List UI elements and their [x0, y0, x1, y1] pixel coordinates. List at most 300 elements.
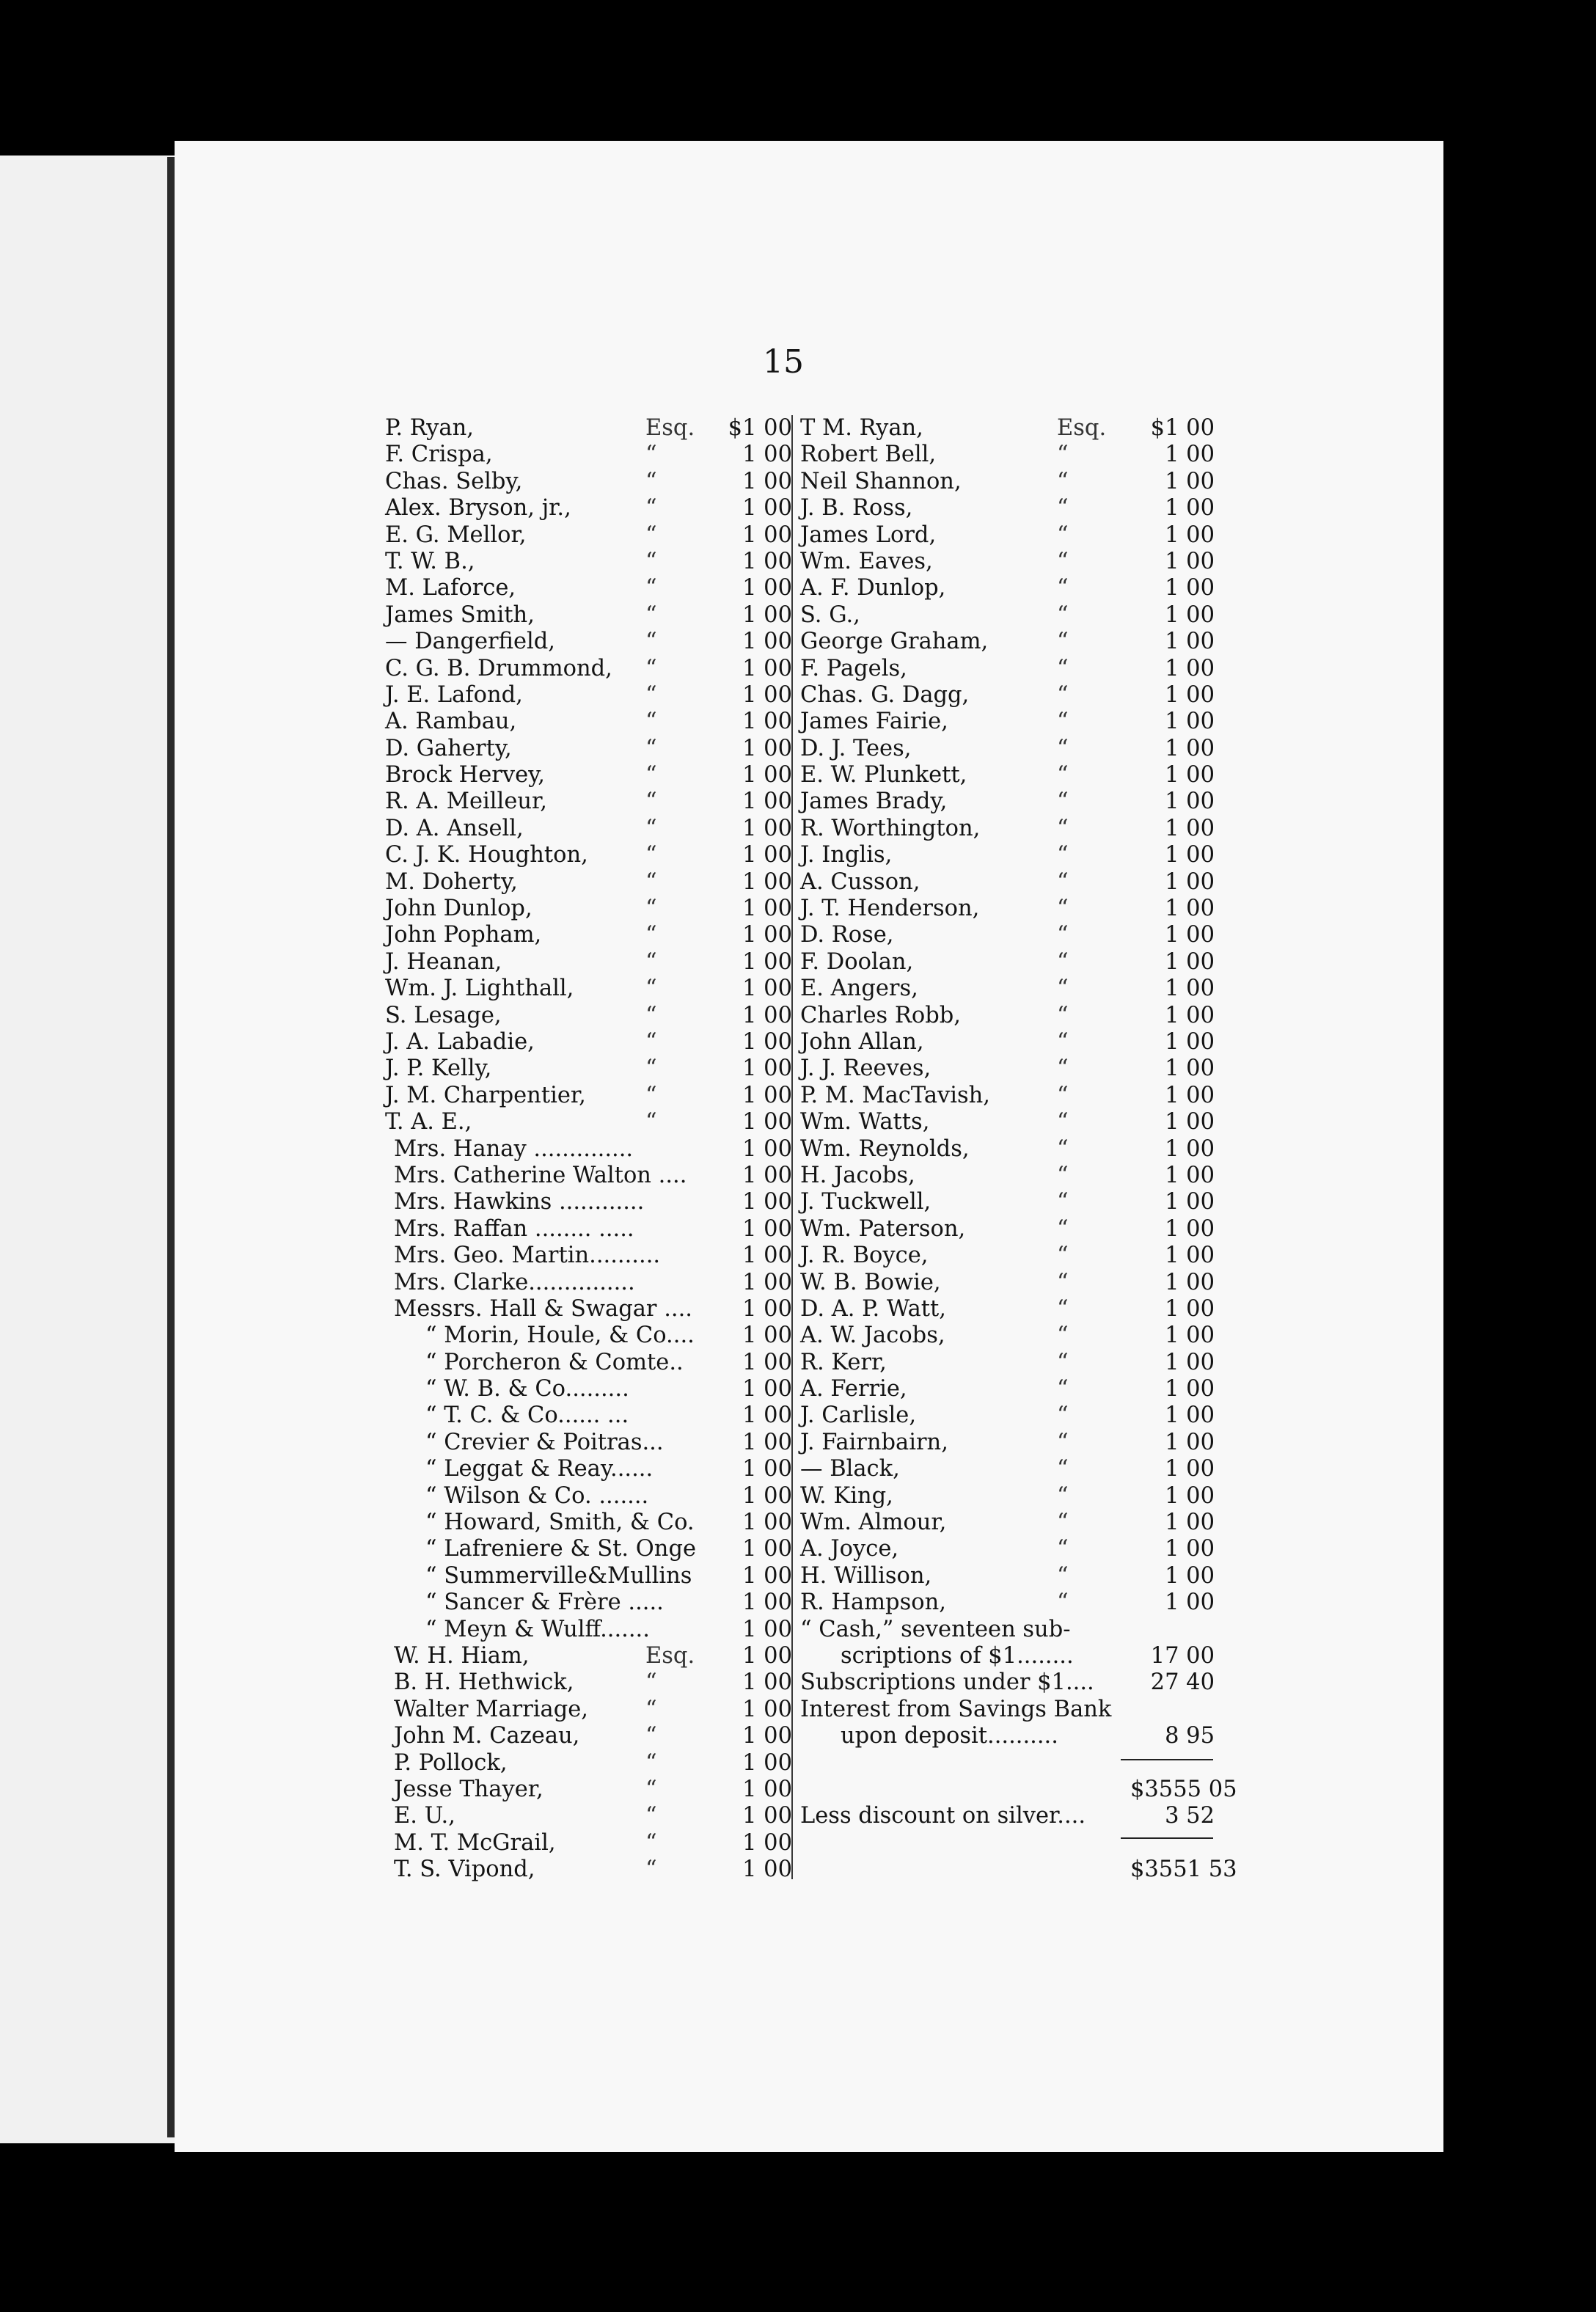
subscriber-title: “ [645, 709, 657, 735]
subscriber-name: A. Ferrie, [800, 1376, 907, 1402]
subscription-amount: 1 00 [742, 922, 792, 948]
subscription-amount: 1 00 [742, 976, 792, 1002]
subscriber-title: “ [1057, 1056, 1069, 1082]
list-item [385, 1510, 799, 1536]
subscriber-name: T. A. E., [385, 1109, 472, 1135]
list-item [800, 789, 1215, 815]
list-item [800, 1083, 1215, 1109]
subscription-amount: 1 00 [742, 709, 792, 735]
subscriber-name: “ Leggat & Reay...... [425, 1456, 654, 1482]
subscription-amount: 1 00 [742, 1803, 792, 1829]
list-item [385, 1402, 799, 1429]
subscriber-name: “ Wilson & Co. ....... [425, 1482, 649, 1509]
subscriber-name: Wm. J. Lighthall, [385, 976, 574, 1002]
subscriber-name: E. W. Plunkett, [800, 762, 967, 789]
subscription-amount: 1 00 [1165, 1135, 1215, 1162]
subscriber-name: P. Ryan, [385, 415, 474, 441]
list-item [385, 1056, 799, 1082]
subscriber-name: “ Meyn & Wulff....... [425, 1616, 650, 1642]
list-item [800, 549, 1215, 575]
subscriber-name: Wm. Watts, [800, 1109, 930, 1135]
list-item [800, 1243, 1215, 1269]
subscription-amount: 3 52 [1165, 1803, 1215, 1829]
subscriber-title: “ [1057, 1082, 1069, 1108]
list-item [385, 682, 799, 709]
subscriber-name: “ Howard, Smith, & Co. [425, 1510, 695, 1536]
list-item [800, 682, 1215, 709]
list-item [800, 949, 1215, 976]
list-item [385, 415, 799, 442]
subscriber-name: R. A. Meilleur, [385, 789, 547, 815]
subscriber-name: “ Cash,” seventeen sub- [800, 1616, 1071, 1642]
subscriber-title: “ [1057, 868, 1069, 895]
subscriber-name: H. Jacobs, [800, 1162, 915, 1188]
list-item [800, 1643, 1215, 1669]
subscriber-title: “ [645, 948, 657, 975]
subscriber-name: J. Carlisle, [800, 1402, 917, 1429]
subscription-amount: 1 00 [742, 868, 792, 895]
subscription-amount: 1 00 [1165, 709, 1215, 735]
subscription-amount: 1 00 [742, 655, 792, 681]
subscriber-title: “ [1057, 1590, 1069, 1616]
subscriber-title: “ [645, 522, 657, 548]
subscriber-name: M. Laforce, [385, 575, 516, 601]
subscription-amount: 1 00 [1165, 1510, 1215, 1536]
subscription-amount: 1 00 [742, 896, 792, 922]
page-gutter [167, 157, 175, 2137]
subscriber-name: D. Gaherty, [385, 735, 512, 761]
list-item [385, 442, 799, 468]
list-item [800, 1189, 1215, 1215]
list-item [385, 1563, 799, 1590]
subscriber-title: “ [1057, 1243, 1069, 1269]
list-item [385, 1109, 799, 1135]
subscription-amount: 1 00 [1165, 1189, 1215, 1215]
list-item [800, 1163, 1215, 1189]
subscriber-name: James Smith, [385, 601, 535, 628]
subscriber-name: R. Worthington, [800, 815, 981, 841]
subscriber-title: “ [1057, 1295, 1069, 1322]
list-item [800, 1296, 1215, 1323]
list-item [385, 842, 799, 868]
subscriber-title: “ [1057, 1402, 1069, 1429]
subscriber-title: “ [645, 1109, 657, 1135]
subscription-amount: 1 00 [1165, 1349, 1215, 1375]
subscription-amount: 1 00 [742, 1723, 792, 1749]
list-item [800, 762, 1215, 789]
subscriber-name: Less discount on silver.... [800, 1803, 1086, 1829]
subscription-amount: 1 00 [742, 1162, 792, 1188]
subscription-amount: 1 00 [742, 1856, 792, 1883]
subscriber-title: “ [1057, 922, 1069, 948]
subscriber-title: “ [1057, 1536, 1069, 1562]
subscriber-name: T. W. B., [385, 548, 475, 574]
list-item [385, 1723, 799, 1749]
list-item [800, 495, 1215, 522]
list-item [385, 1856, 799, 1883]
subscription-amount: 1 00 [742, 1829, 792, 1856]
subscriber-name: R. Kerr, [800, 1349, 887, 1375]
subscription-amount: 1 00 [1165, 1590, 1215, 1616]
subscriber-name: T. S. Vipond, [394, 1856, 535, 1883]
list-item [800, 816, 1215, 842]
subscription-amount: 1 00 [742, 601, 792, 628]
subscriber-name: T M. Ryan, [800, 415, 923, 441]
subscription-amount: 1 00 [742, 1376, 792, 1402]
subscription-amount: 1 00 [742, 1642, 792, 1669]
list-item [385, 896, 799, 922]
list-item [385, 1456, 799, 1482]
subscription-amount: $3555 05 [1130, 1776, 1237, 1802]
subscription-amount: 1 00 [1165, 842, 1215, 868]
subscription-amount: 1 00 [1165, 1376, 1215, 1402]
subscriber-title: “ [1057, 1215, 1069, 1242]
subscription-amount: 1 00 [1165, 629, 1215, 655]
subscriber-name: James Fairie, [800, 709, 948, 735]
subscriber-list-right [800, 415, 1237, 1883]
subscriber-title: “ [645, 896, 657, 922]
subscriber-title: “ [1057, 1562, 1069, 1589]
list-item [385, 1243, 799, 1269]
subscriber-name: Walter Marriage, [394, 1696, 588, 1722]
list-item [385, 1270, 799, 1296]
subscriber-title: “ [1057, 1376, 1069, 1402]
subscriber-name: Messrs. Hall & Swagar .... [394, 1295, 692, 1322]
subscription-amount: 1 00 [742, 468, 792, 494]
subscriber-name: D. Rose, [800, 922, 894, 948]
subscription-amount: 27 40 [1150, 1669, 1215, 1696]
list-item [800, 1376, 1215, 1402]
list-item [800, 1750, 1215, 1777]
list-item [385, 1350, 799, 1376]
subscription-amount: 1 00 [1165, 1456, 1215, 1482]
subscriber-name: “ W. B. & Co......... [425, 1376, 629, 1402]
subscriber-title: “ [1057, 735, 1069, 761]
list-item [800, 1669, 1215, 1696]
subscription-amount: 8 95 [1165, 1723, 1215, 1749]
subscription-amount: 1 00 [1165, 762, 1215, 789]
subscription-amount: 1 00 [742, 789, 792, 815]
subscription-amount: 1 00 [1165, 735, 1215, 761]
list-item [800, 1323, 1215, 1349]
subscriber-name: “ Lafreniere & St. Onge [425, 1536, 697, 1562]
subscriber-name: Neil Shannon, [800, 468, 962, 494]
list-item [385, 1216, 799, 1243]
subscriber-name: J. Tuckwell, [800, 1189, 931, 1215]
list-item [800, 1430, 1215, 1456]
subscription-amount: 1 00 [1165, 1323, 1215, 1349]
subscriber-title: “ [1057, 842, 1069, 868]
subscriber-name: Wm. Reynolds, [800, 1135, 970, 1162]
subscriber-title: “ [645, 976, 657, 1002]
subscription-amount: 1 00 [742, 1616, 792, 1642]
subscriber-title: “ [645, 1829, 657, 1856]
list-item [800, 1456, 1215, 1482]
list-item [385, 762, 799, 789]
subscriber-title: “ [1057, 1109, 1069, 1135]
list-item [800, 1029, 1215, 1056]
list-item [385, 869, 799, 896]
subscriber-title: “ [1057, 522, 1069, 548]
subscriber-title: “ [1057, 896, 1069, 922]
list-item [385, 1376, 799, 1402]
subscription-amount: 1 00 [742, 548, 792, 574]
subscription-amount: 1 00 [1165, 922, 1215, 948]
subscriber-name: W. B. Bowie, [800, 1269, 941, 1295]
list-item [800, 736, 1215, 762]
list-item [385, 709, 799, 735]
subscription-amount: 1 00 [1165, 1109, 1215, 1135]
subscription-amount: $1 00 [1150, 415, 1215, 441]
list-item [800, 1723, 1215, 1749]
subscriber-title: “ [1057, 948, 1069, 975]
list-item [385, 1136, 799, 1163]
list-item [385, 976, 799, 1002]
subscriber-name: J. Heanan, [385, 948, 502, 975]
subscriber-name: — Black, [800, 1456, 900, 1482]
subscription-amount: 1 00 [742, 1510, 792, 1536]
subscription-amount: 1 00 [742, 735, 792, 761]
list-item [385, 1003, 799, 1029]
list-item [385, 602, 799, 629]
list-item [800, 1776, 1237, 1803]
subscriber-name: Mrs. Clarke............... [394, 1269, 635, 1295]
subscription-amount: 1 00 [1165, 1002, 1215, 1028]
subscription-amount: 1 00 [742, 1429, 792, 1455]
subscription-amount: $3551 53 [1130, 1856, 1237, 1883]
list-item [385, 1430, 799, 1456]
subscriber-name: John M. Cazeau, [394, 1723, 580, 1749]
subscriber-title: “ [1057, 789, 1069, 815]
subscription-amount: 1 00 [1165, 1243, 1215, 1269]
list-item [800, 442, 1215, 468]
subscriber-name: Mrs. Geo. Martin.......... [394, 1243, 661, 1269]
subscription-amount: 1 00 [742, 1669, 792, 1696]
subscriber-title: “ [645, 655, 657, 681]
list-item [385, 549, 799, 575]
subscription-amount: 1 00 [1165, 1482, 1215, 1509]
list-item [800, 1510, 1215, 1536]
subscriber-name: Mrs. Catherine Walton .... [394, 1162, 687, 1188]
subscriber-title: “ [1057, 709, 1069, 735]
subscriber-name: James Brady, [800, 789, 948, 815]
facing-page [0, 156, 189, 2143]
list-item [800, 656, 1215, 682]
subscriber-title: “ [1057, 1135, 1069, 1162]
subscriber-name: J. T. Henderson, [800, 896, 980, 922]
subscription-amount: 1 00 [1165, 815, 1215, 841]
subscriber-title: “ [645, 815, 657, 841]
subscription-amount: 1 00 [1165, 468, 1215, 494]
subscriber-name: C. J. K. Houghton, [385, 842, 588, 868]
subscriber-name: M. T. McGrail, [394, 1829, 556, 1856]
subscriber-name: Wm. Almour, [800, 1510, 947, 1536]
subscription-amount: 1 00 [1165, 1028, 1215, 1055]
list-item [800, 1350, 1215, 1376]
subscriber-name: “ Crevier & Poitras... [425, 1429, 664, 1455]
subscription-amount: 1 00 [1165, 1295, 1215, 1322]
subscriber-name: James Lord, [800, 522, 937, 548]
subscriber-name: D. J. Tees, [800, 735, 912, 761]
subscription-amount: 1 00 [742, 1109, 792, 1135]
subscriber-title: “ [1057, 575, 1069, 601]
subscriber-name: upon deposit.......... [841, 1723, 1058, 1749]
list-item [385, 1643, 799, 1669]
subscription-amount: 1 00 [742, 1269, 792, 1295]
subscriber-name: — Dangerfield, [385, 629, 555, 655]
subscriber-title: “ [1057, 655, 1069, 681]
subscription-amount: 1 00 [1165, 1162, 1215, 1188]
list-item [385, 1830, 799, 1856]
subscription-amount: 1 00 [1165, 681, 1215, 708]
subscriber-name: scriptions of $1........ [841, 1642, 1074, 1669]
list-item [800, 1563, 1215, 1590]
subscriber-name: J. P. Kelly, [385, 1056, 492, 1082]
subscriber-title: “ [1057, 1510, 1069, 1536]
list-item [800, 1216, 1215, 1243]
list-item [385, 1189, 799, 1215]
list-item [385, 656, 799, 682]
subscription-amount: 1 00 [742, 1402, 792, 1429]
list-item [385, 629, 799, 655]
subscriber-name: F. Crispa, [385, 442, 493, 468]
list-item [385, 922, 799, 948]
subscriber-name: Alex. Bryson, jr., [385, 495, 571, 522]
subscriber-title: “ [1057, 681, 1069, 708]
subscriber-name: Mrs. Hawkins ............ [394, 1189, 645, 1215]
subscriber-name: A. W. Jacobs, [800, 1323, 945, 1349]
subscriber-title: “ [645, 575, 657, 601]
subscriber-title: “ [1057, 1162, 1069, 1188]
subscription-amount: 1 00 [1165, 1215, 1215, 1242]
subscription-amount: 1 00 [742, 1323, 792, 1349]
subscriber-name: P. M. MacTavish, [800, 1082, 990, 1108]
list-item [800, 629, 1215, 655]
subscriber-name: J. J. Reeves, [800, 1056, 931, 1082]
subscriber-name: W. King, [800, 1482, 893, 1509]
subscriber-name: Mrs. Raffan ........ ..... [394, 1215, 634, 1242]
subscription-amount: 1 00 [1165, 1429, 1215, 1455]
subscriber-title: “ [1057, 976, 1069, 1002]
subscription-amount: 1 00 [742, 1776, 792, 1802]
subscriber-name: E. U., [394, 1803, 455, 1829]
subscriber-name: J. R. Boyce, [800, 1243, 929, 1269]
subscriber-title: “ [645, 1002, 657, 1028]
subscriber-title: Esq. [645, 1642, 695, 1669]
list-item [385, 789, 799, 815]
subscription-amount: 1 00 [742, 842, 792, 868]
subscriber-title: “ [645, 1056, 657, 1082]
subscription-amount: 1 00 [1165, 442, 1215, 468]
subscriber-name: E. G. Mellor, [385, 522, 527, 548]
subscriber-name: Subscriptions under $1.... [800, 1669, 1094, 1696]
subscriber-name: J. B. Ross, [800, 495, 913, 522]
subscriber-name: P. Pollock, [394, 1749, 508, 1776]
list-item [800, 976, 1215, 1002]
subscriber-name: D. A. Ansell, [385, 815, 524, 841]
list-item [800, 469, 1215, 495]
list-item [800, 1483, 1215, 1510]
subscriber-name: H. Willison, [800, 1562, 932, 1589]
subscriber-name: Chas. G. Dagg, [800, 681, 970, 708]
list-item [385, 575, 799, 601]
subscription-amount: 1 00 [1165, 495, 1215, 522]
list-item [385, 1590, 799, 1616]
subscriber-name: “ T. C. & Co...... ... [425, 1402, 629, 1429]
subscription-amount: 1 00 [742, 1215, 792, 1242]
subscriber-title: “ [645, 1803, 657, 1829]
subscriber-title: “ [1057, 1269, 1069, 1295]
subscription-amount: 1 00 [742, 762, 792, 789]
subscriber-title: “ [645, 601, 657, 628]
subscription-amount: 1 00 [1165, 976, 1215, 1002]
subscriber-name: Charles Robb, [800, 1002, 961, 1028]
subscriber-name: C. G. B. Drummond, [385, 655, 612, 681]
subscriber-name: B. H. Hethwick, [394, 1669, 574, 1696]
total-rule [1121, 1759, 1213, 1760]
subscriber-name: J. M. Charpentier, [385, 1082, 586, 1108]
subscriber-name: J. Inglis, [800, 842, 893, 868]
list-item [800, 1590, 1215, 1616]
subscriber-title: “ [1057, 1349, 1069, 1375]
subscriber-title: “ [645, 442, 657, 468]
subscription-amount: 1 00 [742, 681, 792, 708]
subscriber-name: Interest from Savings Bank [800, 1696, 1112, 1722]
subscriber-title: “ [645, 548, 657, 574]
subscription-amount: 1 00 [742, 1243, 792, 1269]
subscriber-name: “ Morin, Houle, & Co.... [425, 1323, 695, 1349]
list-item [800, 522, 1215, 549]
subscriber-name: “ Sancer & Frère ..... [425, 1590, 664, 1616]
subscription-amount: 1 00 [742, 1082, 792, 1108]
subscription-amount: 1 00 [1165, 655, 1215, 681]
subscription-amount: 1 00 [742, 1696, 792, 1722]
list-item [385, 1803, 799, 1829]
list-item [385, 949, 799, 976]
list-item [800, 842, 1215, 868]
subscription-amount: 1 00 [1165, 1402, 1215, 1429]
list-item [800, 575, 1215, 601]
subscriber-name: D. A. P. Watt, [800, 1295, 946, 1322]
subscription-amount: 1 00 [742, 1028, 792, 1055]
subscription-amount: 1 00 [1165, 868, 1215, 895]
subscriber-name: John Popham, [385, 922, 542, 948]
subscriber-title: “ [1057, 1028, 1069, 1055]
list-item [385, 736, 799, 762]
subscriber-title: “ [645, 1776, 657, 1802]
subscriber-name: George Graham, [800, 629, 989, 655]
list-item [385, 1750, 799, 1777]
subscriber-list-left [385, 415, 799, 1883]
subscription-amount: 1 00 [742, 1536, 792, 1562]
subscriber-title: Esq. [1057, 415, 1107, 441]
subscription-amount: 1 00 [1165, 1536, 1215, 1562]
subscriber-title: “ [645, 1028, 657, 1055]
list-item [385, 469, 799, 495]
list-item [800, 1617, 1215, 1643]
subscriber-name: F. Pagels, [800, 655, 907, 681]
list-item [385, 1323, 799, 1349]
subscriber-name: Brock Hervey, [385, 762, 545, 789]
subscriber-name: Mrs. Hanay .............. [394, 1135, 634, 1162]
list-item [385, 495, 799, 522]
subscription-amount: 1 00 [742, 1482, 792, 1509]
subscriber-title: “ [1057, 762, 1069, 789]
list-item [800, 1536, 1215, 1562]
subscriber-title: “ [645, 1696, 657, 1722]
list-item [800, 922, 1215, 948]
list-item [800, 709, 1215, 735]
